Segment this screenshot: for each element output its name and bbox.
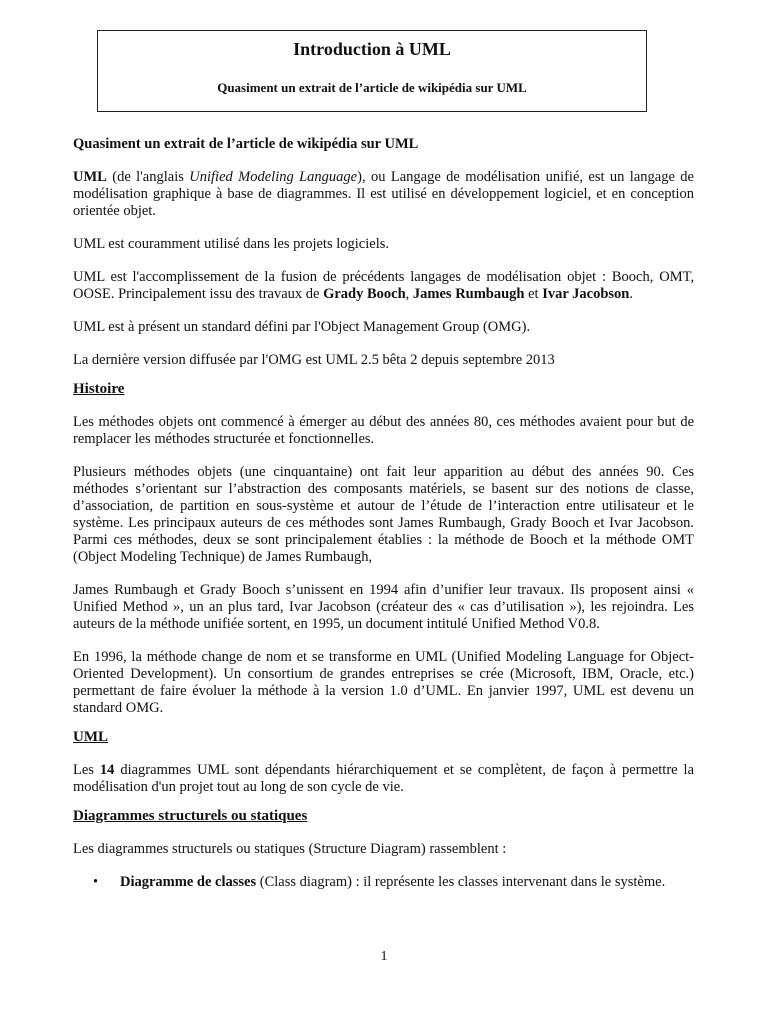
diagram-count: 14 xyxy=(99,762,115,778)
histoire-paragraph-1: Les méthodes objets ont commencé à émerger au début des années 80, ces méthodes avaient pour but de remplacer les méthodes structurée et fonctionnelles. xyxy=(73,414,694,447)
author-james-rumbaugh: James Rumbaugh xyxy=(412,286,525,302)
text-span: diagrammes UML sont dépendants hiérarchiquement et se complètent, de façon à permettre la modélisation d'un projet tout au long de son cycle de vie. xyxy=(73,762,695,795)
intro-heading: Quasiment un extrait de l’article de wikipédia sur UML xyxy=(73,136,419,152)
intro-paragraph-4: UML est à présent un standard défini par l'Object Management Group (OMG). xyxy=(73,319,531,335)
document-body xyxy=(73,136,694,891)
intro-paragraph-5: La dernière version diffusée par l'OMG est UML 2.5 bêta 2 depuis septembre 2013 xyxy=(73,352,555,368)
text-span: Les xyxy=(73,762,100,778)
text-span: (de l'anglais xyxy=(106,169,190,185)
text-span: (Class diagram) : il représente les classes intervenant dans le système. xyxy=(256,874,666,890)
uml-paragraph-1 xyxy=(73,762,694,796)
bullet-icon: • xyxy=(93,874,99,890)
structurels-heading: Diagrammes structurels ou statiques xyxy=(73,808,308,824)
histoire-paragraph-2: Plusieurs méthodes objets (une cinquantaine) ont fait leur apparition au début des années 90. Ces méthodes s’orientant sur l’abstraction des composants matériels, se basent sur des notions de classe, d’association, de partition en sous-système et autour de l’étude de l’interaction entre utilisateur et le système. Les principaux auteurs de ces méthodes sont James Rumbaugh, Grady Booch et Ivar Jacobson. Parmi ces méthodes, deux se sont principalement établies : la méthode de Booch et la méthode OMT (Object Modeling Technique) de James Rumbaugh, xyxy=(73,464,694,565)
intro-paragraph-3 xyxy=(73,269,694,303)
list-item-class-diagram xyxy=(73,874,694,891)
text-span: et xyxy=(524,286,543,302)
document-subtitle: Quasiment un extrait de l’article de wikipédia sur UML xyxy=(217,80,527,95)
text-span: UML est l'accomplissement de la fusion de précédents langages de modélisation objet : Booch, OMT, OOSE. Principalement issu des travaux de xyxy=(73,269,694,302)
class-diagram-term: Diagramme de classes xyxy=(120,874,257,890)
title-box xyxy=(97,30,647,112)
page-number: 1 xyxy=(380,949,388,964)
structurels-paragraph-1: Les diagrammes structurels ou statiques (Structure Diagram) rassemblent : xyxy=(73,841,507,857)
intro-paragraph-2: UML est couramment utilisé dans les projets logiciels. xyxy=(73,236,389,252)
intro-paragraph-1 xyxy=(73,169,694,220)
author-ivar-jacobson: Ivar Jacobson xyxy=(542,286,630,302)
text-span: ), ou Langage de modélisation unifié, est un langage de modélisation graphique à base de diagrammes. Il est utilisé en développement logiciel, et en conception orientée objet. xyxy=(73,169,694,219)
text-span: . xyxy=(629,286,633,302)
uml-term: UML xyxy=(73,169,107,185)
document-title: Introduction à UML xyxy=(293,39,451,59)
uml-heading: UML xyxy=(73,729,108,745)
author-grady-booch: Grady Booch xyxy=(323,286,406,302)
text-span: , xyxy=(405,286,413,302)
histoire-paragraph-4: En 1996, la méthode change de nom et se transforme en UML (Unified Modeling Language for Object-Oriented Development). Un consortium de grandes entreprises se crée (Microsoft, IBM, Oracle, etc.) permettant de faire évoluer la méthode à la version 1.0 d’UML. En janvier 1997, UML est devenu un standard OMG. xyxy=(73,649,694,716)
histoire-paragraph-3: James Rumbaugh et Grady Booch s’unissent en 1994 afin d’unifier leur travaux. Ils proposent ainsi « Unified Method », un an plus tard, Ivar Jacobson (créateur des « cas d’utilisation »), les rejoindra. Les auteurs de la méthode unifiée sortent, en 1995, un document intitulé Unified Method V0.8. xyxy=(73,582,694,632)
histoire-heading: Histoire xyxy=(73,381,125,397)
unified-modeling-language-term: Unified Modeling Language xyxy=(189,169,358,185)
